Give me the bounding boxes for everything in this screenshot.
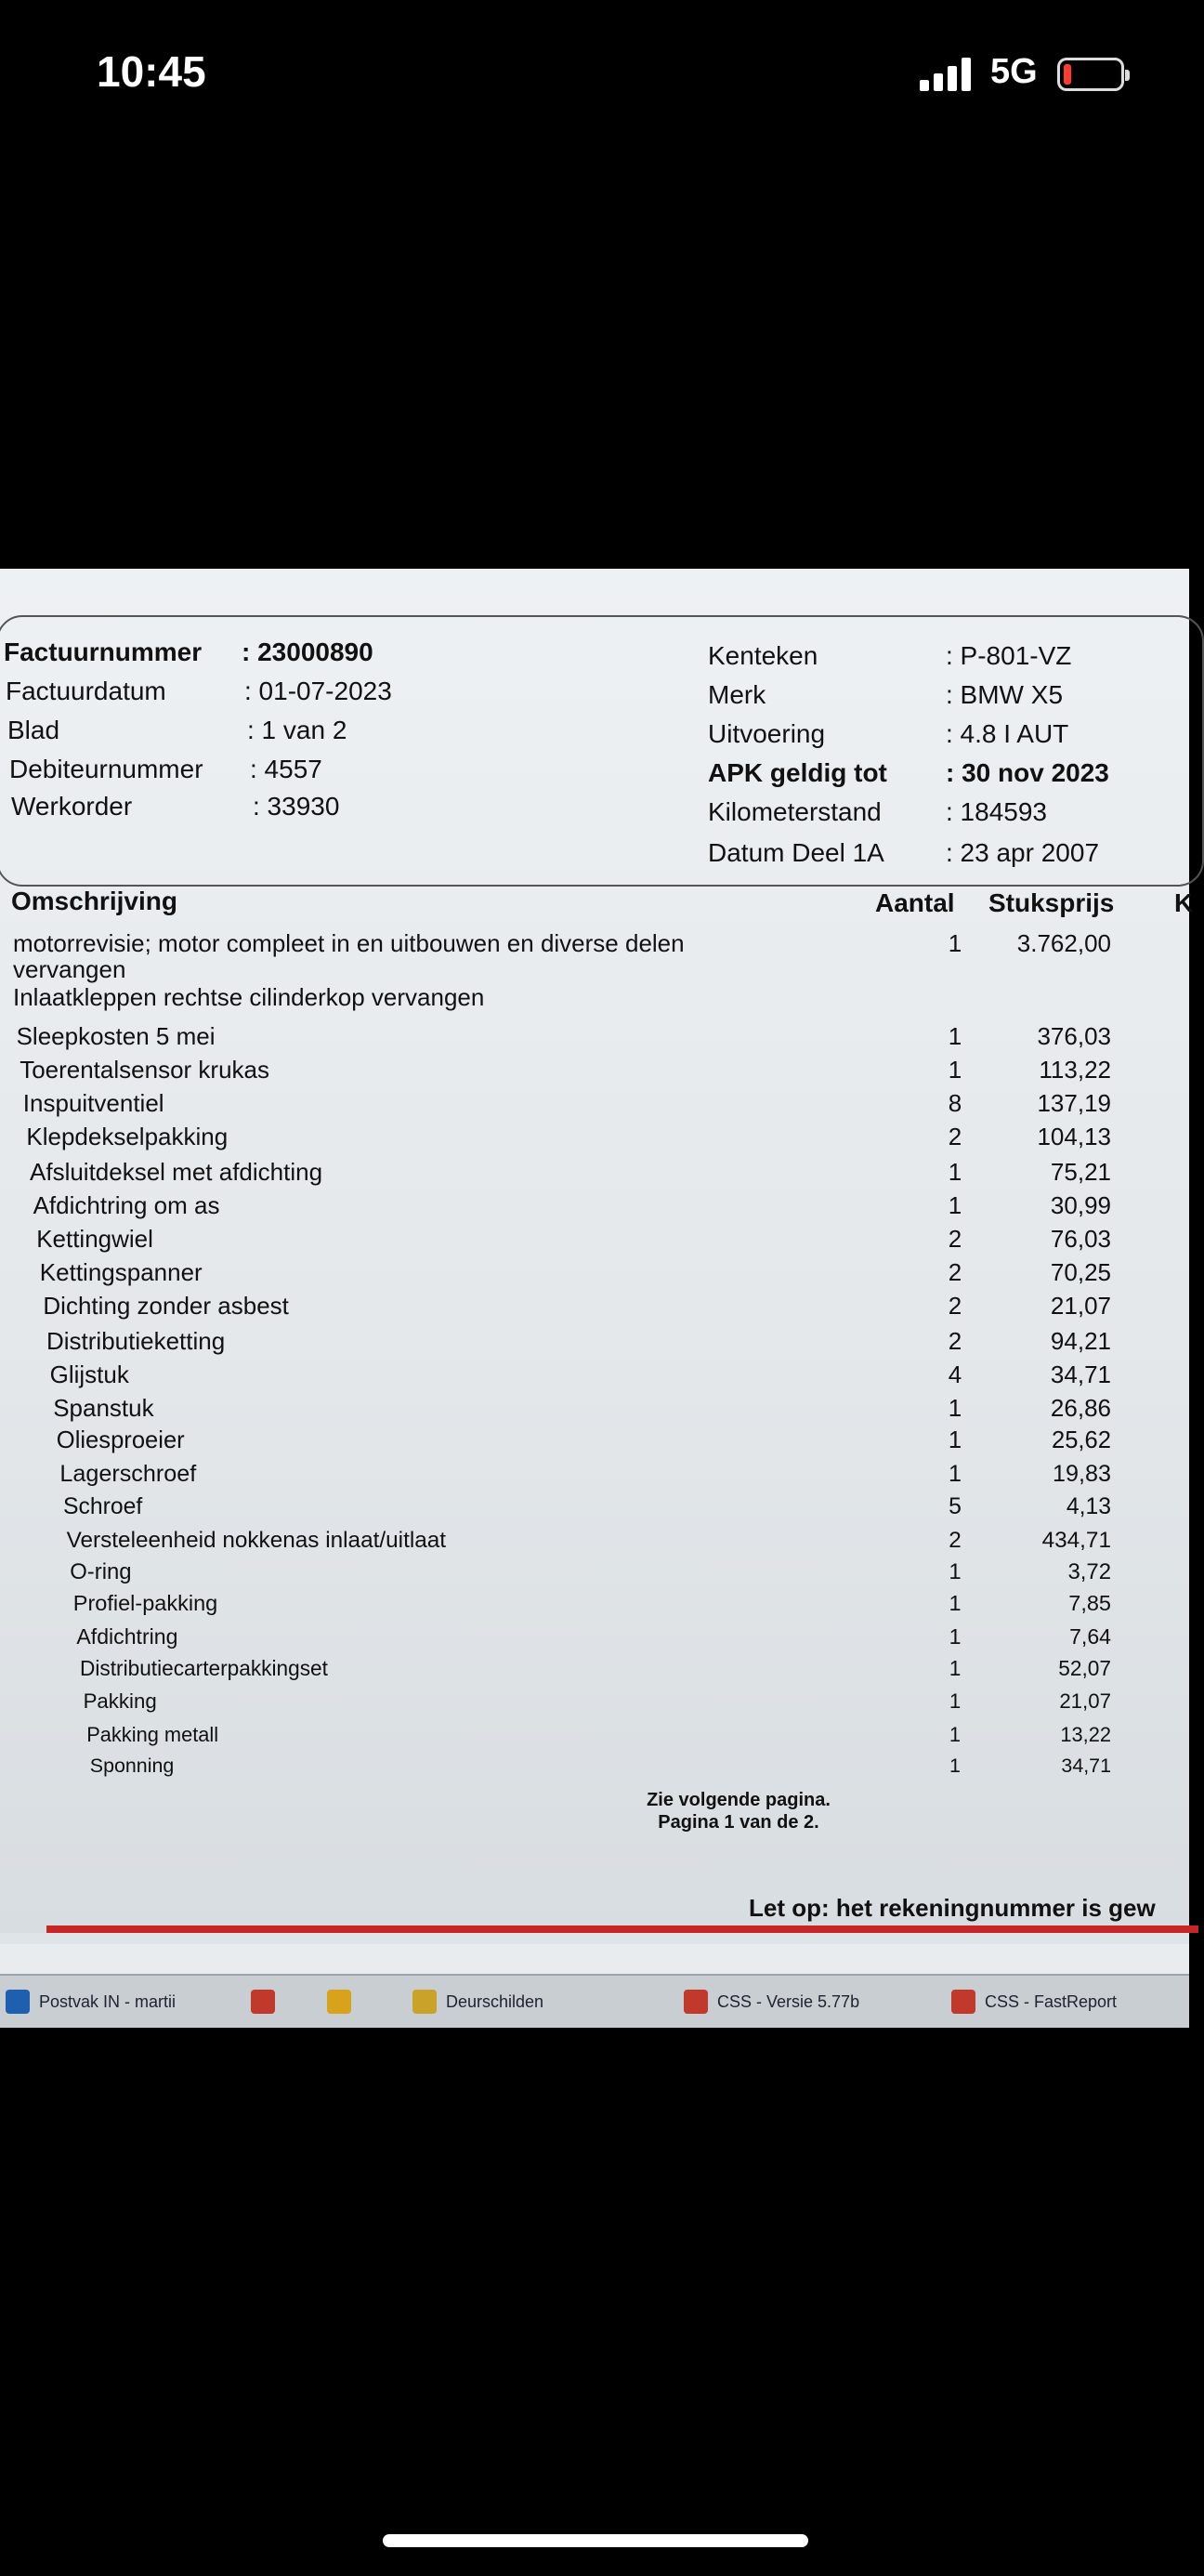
row-quantity: 1 [949,1624,962,1649]
windows-taskbar [0,1944,1189,2028]
col-cut-header: K [1174,888,1194,917]
table-row [0,1022,1189,1056]
table-row [0,1656,1189,1689]
row-description: Distributiecarterpakkingset [80,1656,328,1680]
row-description: Inlaatkleppen rechtse cilinderkop vervangen [13,983,485,1011]
table-row [0,1723,1189,1756]
row-description: Profiel-pakking [72,1591,218,1615]
header-label: Merk [708,680,766,709]
table-row [0,1394,1189,1427]
row-unit-price: 104,13 [1037,1123,1111,1150]
row-description: Distributieketting [46,1327,226,1355]
header-value: : P-801-VZ [946,641,1072,670]
col-unit-price-header: Stuksprijs [988,888,1115,917]
row-unit-price: 13,22 [1060,1723,1111,1746]
row-unit-price: 76,03 [1050,1225,1111,1253]
col-description-header: Omschrijving [11,887,177,915]
row-quantity: 1 [948,1394,962,1422]
header-value: : 184593 [946,797,1047,826]
row-description: vervangen [13,955,126,983]
row-quantity: 2 [948,1225,962,1253]
horizontal-scrollbar[interactable] [0,1944,1189,1976]
red-rule [46,1925,1198,1933]
row-unit-price: 7,64 [1069,1624,1111,1649]
row-unit-price: 4,13 [1066,1494,1111,1519]
row-description: Versteleenheid nokkenas inlaat/uitlaat [66,1528,447,1553]
header-label: Uitvoering [708,719,826,748]
row-description: Inspuitventiel [22,1089,164,1117]
header-label: Factuurnummer [4,637,203,666]
taskbar-item[interactable] [6,1983,176,2020]
row-description: Oliesproeier [56,1427,185,1453]
next-page-note: Zie volgende pagina. [647,1790,831,1810]
header-label: Factuurdatum [6,677,166,705]
monitor-screen [0,569,1194,1944]
account-notice: Let op: het rekeningnummer is gew [749,1894,1156,1922]
clock: 10:45 [97,47,206,96]
header-value: : BMW X5 [946,680,1064,709]
row-quantity: 2 [948,1292,962,1320]
phone-status-bar [0,0,1189,149]
row-description: Pakking metall [86,1723,219,1746]
table-row [0,1123,1189,1156]
row-description: Lagerschroef [59,1461,197,1487]
table-row [0,1191,1189,1225]
row-quantity: 1 [948,1191,962,1219]
table-row [0,1591,1189,1624]
row-quantity: 1 [949,1559,962,1584]
row-unit-price: 376,03 [1037,1022,1111,1050]
row-quantity: 1 [948,929,962,957]
header-value: : 01-07-2023 [244,677,392,705]
row-quantity: 8 [948,1089,962,1117]
battery-icon [1057,58,1124,91]
header-label: APK geldig tot [708,758,887,787]
table-row [0,1624,1189,1658]
row-quantity: 2 [948,1258,962,1286]
taskbar-item-label: CSS - Versie 5.77b [717,1991,860,2011]
row-unit-price: 25,62 [1051,1427,1111,1453]
row-quantity: 1 [948,1056,962,1084]
taskbar-item[interactable] [412,1983,543,2020]
row-unit-price: 7,85 [1068,1591,1111,1615]
row-unit-price: 34,71 [1061,1755,1111,1777]
table-row [0,1360,1189,1394]
row-unit-price: 21,07 [1059,1689,1111,1713]
table-row [0,1689,1189,1723]
row-unit-price: 3,72 [1067,1559,1111,1584]
header-value: : 23000890 [242,637,373,666]
row-quantity: 2 [948,1327,962,1355]
table-row [0,1089,1189,1123]
cellular-signal-icon [920,58,975,91]
table-row [0,1292,1189,1325]
row-unit-price: 52,07 [1058,1656,1111,1680]
row-unit-price: 19,83 [1053,1461,1111,1487]
network-type: 5G [990,52,1038,91]
header-value: : 1 van 2 [247,716,347,744]
header-label: Werkorder [11,792,133,821]
row-description: Kettingwiel [36,1225,153,1253]
table-row [0,1528,1189,1561]
taskbar-item[interactable] [327,1983,360,2020]
row-description: Toerentalsensor krukas [20,1056,269,1084]
header-value: : 4557 [250,755,322,783]
row-unit-price: 94,21 [1050,1327,1111,1355]
taskbar-item-label: CSS - FastReport [985,1991,1118,2011]
home-indicator[interactable] [383,2534,808,2547]
row-unit-price: 75,21 [1050,1158,1111,1186]
table-row [0,1258,1189,1292]
table-row [0,1494,1189,1528]
header-label: Datum Deel 1A [708,838,884,867]
row-unit-price: 137,19 [1037,1089,1111,1117]
table-row [0,1056,1189,1089]
row-quantity: 2 [948,1123,962,1150]
header-value: : 33930 [253,792,340,821]
row-quantity: 1 [949,1755,961,1777]
folder-icon [412,1990,437,2014]
app-icon [251,1990,275,2014]
row-description: motorrevisie; motor compleet in en uitbouwen en diverse delen [13,929,685,957]
header-label: Kenteken [708,641,818,670]
css-report-icon [951,1990,975,2014]
table-row [0,1327,1189,1360]
header-value: : 23 apr 2007 [946,838,1100,867]
row-unit-price: 3.762,00 [1016,929,1111,957]
row-quantity: 1 [949,1591,962,1615]
outlook-icon [6,1990,30,2014]
row-unit-price: 21,07 [1050,1292,1111,1320]
row-description: Klepdekselpakking [26,1123,229,1150]
row-description: Glijstuk [49,1360,129,1388]
row-quantity: 2 [949,1528,962,1553]
row-quantity: 5 [949,1494,962,1519]
css-app-icon [684,1990,708,2014]
header-label: Kilometerstand [708,797,882,826]
header-value: : 4.8 I AUT [946,719,1069,748]
row-description: Schroef [63,1494,143,1519]
row-description: Sponning [89,1755,175,1777]
table-row [0,1427,1189,1461]
table-row [0,1559,1189,1593]
taskbar-item-label: Postvak IN - martii [39,1991,177,2011]
table-row [0,1225,1189,1258]
invoice-document [0,569,1194,1933]
row-unit-price: 30,99 [1050,1191,1111,1219]
table-row [0,1755,1189,1788]
row-description: Kettingspanner [39,1258,203,1286]
row-quantity: 1 [949,1689,962,1713]
chrome-icon [327,1990,351,2014]
table-row [0,1461,1189,1494]
row-quantity: 4 [948,1360,962,1388]
row-quantity: 1 [949,1723,962,1746]
header-label: Debiteurnummer [9,755,203,783]
row-description: Sleepkosten 5 mei [16,1022,216,1050]
row-quantity: 1 [949,1461,962,1487]
taskbar-item[interactable] [951,1983,1117,2020]
row-description: Pakking [83,1689,157,1713]
taskbar-item[interactable] [251,1983,284,2020]
row-description: Afdichtring [76,1624,178,1649]
row-unit-price: 34,71 [1050,1360,1111,1388]
row-quantity: 1 [948,1158,962,1186]
row-unit-price: 434,71 [1041,1528,1111,1553]
row-quantity: 1 [949,1656,962,1680]
row-unit-price: 70,25 [1050,1258,1111,1286]
row-description: Afdichtring om as [33,1191,220,1219]
taskbar-item[interactable] [684,1983,859,2020]
page-counter: Pagina 1 van de 2. [658,1812,819,1833]
taskbar-item-label: Deurschilden [446,1991,544,2011]
row-description: Spanstuk [53,1394,154,1422]
header-value: : 30 nov 2023 [946,758,1109,787]
row-unit-price: 26,86 [1050,1394,1111,1422]
table-row [0,1158,1189,1191]
row-quantity: 1 [948,1427,962,1453]
row-description: Afsluitdeksel met afdichting [30,1158,323,1186]
row-description: O-ring [70,1559,132,1584]
header-label: Blad [7,716,60,744]
row-unit-price: 113,22 [1039,1056,1111,1084]
row-description: Dichting zonder asbest [43,1292,289,1320]
col-quantity-header: Aantal [875,888,955,917]
row-quantity: 1 [948,1022,962,1050]
table-row [0,983,1189,1017]
